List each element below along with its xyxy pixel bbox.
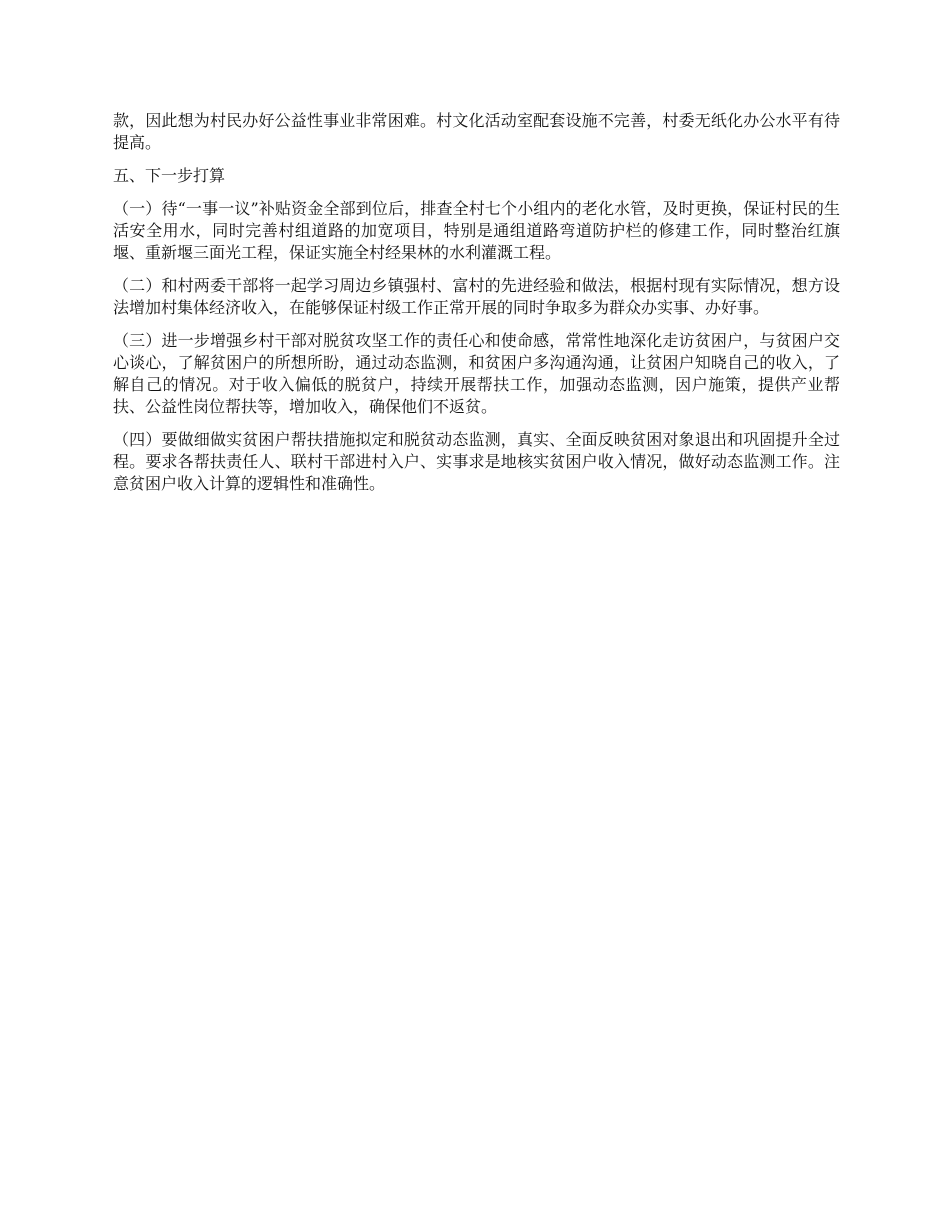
paragraph-item-3: （三）进一步增强乡村干部对脱贫攻坚工作的责任心和使命感，常常性地深化走访贫困户，与贫困户交心谈心，了解贫困户的所想所盼，通过动态监测，和贫困户多沟通沟通，让贫困户知晓自己的收入，了解自己的情况。对于收入偏低的脱贫户，持续开展帮扶工作，加强动态监测，因户施策，提供产业帮扶、公益性岗位帮扶等，增加收入，确保他们不返贫。: [113, 331, 840, 416]
paragraph-item-1: （一）待“一事一议”补贴资金全部到位后，排查全村七个小组内的老化水管，及时更换，保证村民的生活安全用水，同时完善村组道路的加宽项目，特别是通组道路弯道防护栏的修建工作，同时整治红旗堰、重新堰三面光工程，保证实施全村经果林的水利灌溉工程。: [113, 199, 840, 262]
paragraph-continuation: 款，因此想为村民办好公益性事业非常困难。村文化活动室配套设施不完善，村委无纸化办公水平有待提高。: [113, 111, 840, 152]
section-heading: 五、下一步打算: [113, 166, 226, 185]
document-page: [113, 110, 840, 506]
paragraph-item-2: （二）和村两委干部将一起学习周边乡镇强村、富村的先进经验和做法，根据村现有实际情况，想方设法增加村集体经济收入，在能够保证村级工作正常开展的同时争取多为群众办实事、办好事。: [113, 276, 840, 317]
paragraph-item-4: （四）要做细做实贫困户帮扶措施拟定和脱贫动态监测，真实、全面反映贫困对象退出和巩固提升全过程。要求各帮扶责任人、联村干部进村入户、实事求是地核实贫困户收入情况，做好动态监测工作。注意贫困户收入计算的逻辑性和准确性。: [113, 430, 840, 493]
